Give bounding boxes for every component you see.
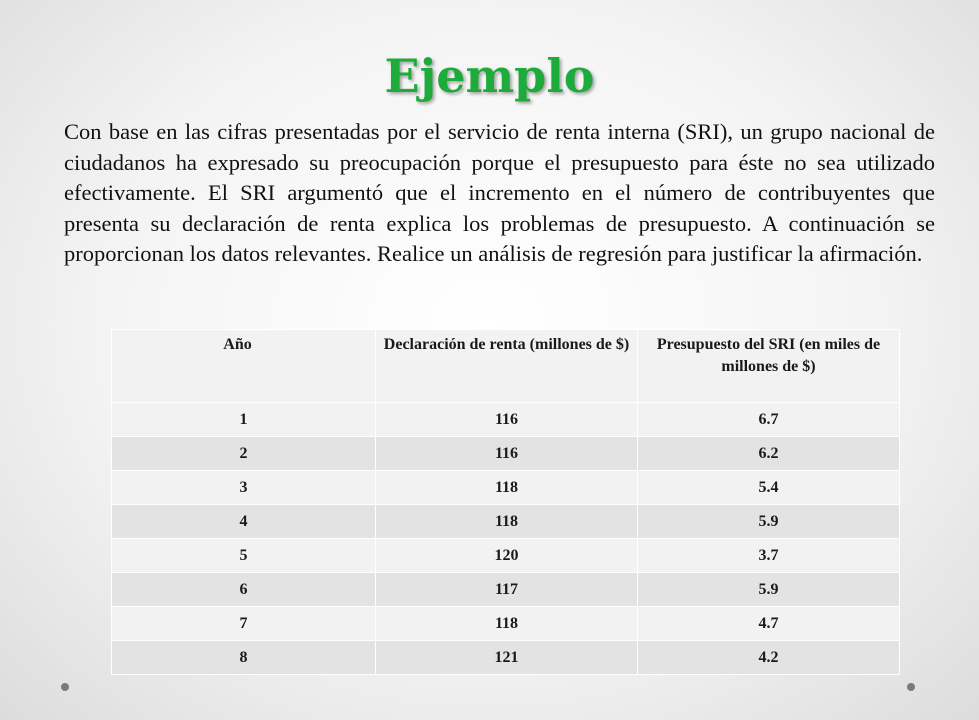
header-year: Año (112, 330, 376, 403)
table-row (112, 471, 900, 505)
cell-year: 8 (112, 641, 376, 675)
cell-tax-returns: 118 (376, 607, 638, 641)
slide-title: Ejemplo (384, 49, 595, 103)
header-tax-returns: Declaración de renta (millones de $) (376, 330, 638, 403)
cell-sri-budget: 4.2 (638, 641, 900, 675)
table-row (112, 641, 900, 675)
table-row (112, 573, 900, 607)
table-header-row (112, 330, 900, 403)
cell-year: 4 (112, 505, 376, 539)
cell-tax-returns: 116 (376, 437, 638, 471)
cell-year: 7 (112, 607, 376, 641)
cell-year: 5 (112, 539, 376, 573)
cell-sri-budget: 4.7 (638, 607, 900, 641)
problem-statement: Con base en las cifras presentadas por el servicio de renta interna (SRI), un grupo nacional de ciudadanos ha expresado su preocupación porque el presupuesto para éste no sea utilizado efectivamente. El SRI argumentó que el incremento en el número de contribuyentes que presenta su declaración de renta explica los problemas de presupuesto. A continuación se proporcionan los datos relevantes. Realice un análisis de regresión para justificar la afirmación. (64, 119, 935, 266)
decorative-dot-right (907, 683, 915, 691)
table-row (112, 505, 900, 539)
data-table (111, 329, 900, 675)
cell-sri-budget: 5.9 (638, 573, 900, 607)
cell-sri-budget: 6.7 (638, 403, 900, 437)
cell-year: 2 (112, 437, 376, 471)
cell-sri-budget: 5.9 (638, 505, 900, 539)
cell-sri-budget: 5.4 (638, 471, 900, 505)
cell-sri-budget: 3.7 (638, 539, 900, 573)
cell-sri-budget: 6.2 (638, 437, 900, 471)
table-row (112, 607, 900, 641)
table-row (112, 403, 900, 437)
table-row (112, 437, 900, 471)
cell-year: 6 (112, 573, 376, 607)
cell-tax-returns: 120 (376, 539, 638, 573)
cell-tax-returns: 121 (376, 641, 638, 675)
cell-year: 1 (112, 403, 376, 437)
header-sri-budget: Presupuesto del SRI (en miles de millones de $) (638, 330, 900, 403)
cell-tax-returns: 118 (376, 505, 638, 539)
decorative-dot-left (61, 683, 69, 691)
cell-year: 3 (112, 471, 376, 505)
cell-tax-returns: 116 (376, 403, 638, 437)
cell-tax-returns: 118 (376, 471, 638, 505)
table-row (112, 539, 900, 573)
cell-tax-returns: 117 (376, 573, 638, 607)
